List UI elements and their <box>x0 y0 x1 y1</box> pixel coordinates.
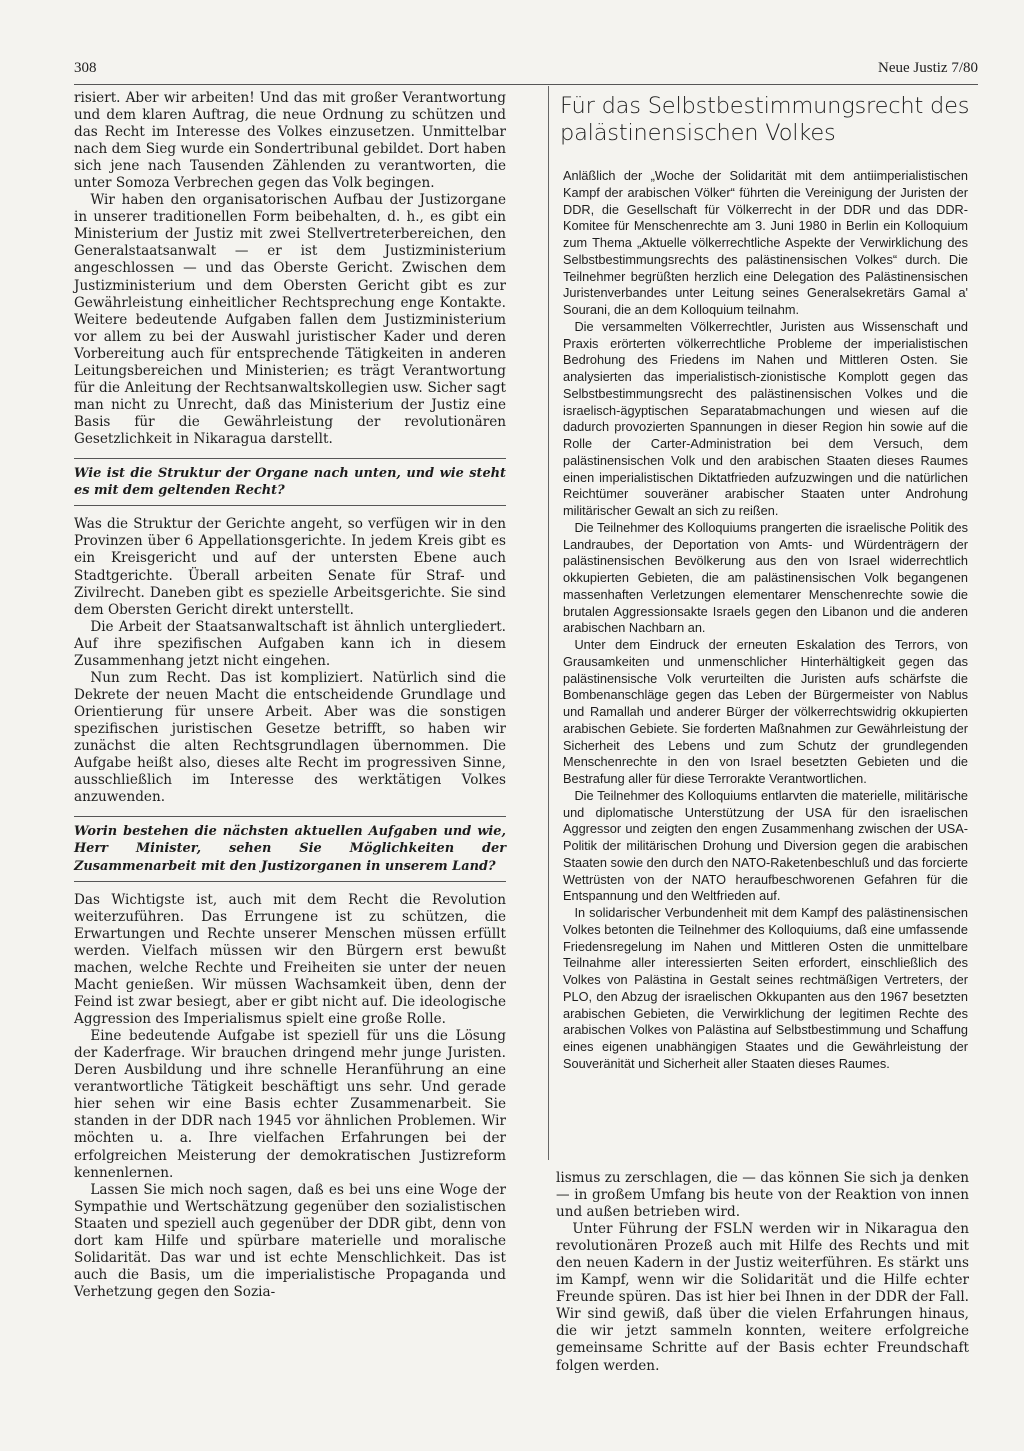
question-text: Wie ist die Struktur der Organe nach unten, und wie steht es mit dem geltenden Recht? <box>74 465 506 499</box>
paragraph: Das Wichtigste ist, auch mit dem Recht die Revolution weiterzuführen. Das Errungene ist zu schützen, die Erwartungen und Rechte unserer Menschen müssen erfüllt werden. Vielfach müssen wir den Bürgern erst bewußt machen, welche Rechte und Freiheiten sie unter der neuen Macht genießen. Wir müssen Wachsamkeit üben, denn der Feind ist zwar besiegt, aber er gibt nicht auf. Die ideologische Aggression des Imperialismus spielt eine große Rolle. <box>74 891 506 1028</box>
paragraph: Nun zum Recht. Das ist kompliziert. Natürlich sind die Dekrete der neuen Macht die entscheidende Grundlage und Orientierung für unsere Arbeit. Aber was die sonstigen spezifischen juristischen Gesetze betrifft, so haben wir zunächst die alten Rechtsgrundlagen übernommen. Die Aufgabe heißt also, dieses alte Recht im progressiven Sinne, ausschließlich im Interesse des werktätigen Volkes anzuwenden. <box>74 669 506 806</box>
interview-question <box>74 458 506 506</box>
paragraph: Was die Struktur der Gerichte angeht, so verfügen wir in den Provinzen über 6 Appellationsgerichte. In jedem Kreis gibt es ein Kreisgericht und auf der untersten Ebene auch Stadtgerichte. Überall arbeiten Senate für Straf- und Zivilrecht. Daneben gibt es spezielle Arbeitsgerichte. Sie sind dem Obersten Gericht direkt unterstellt. <box>74 516 506 618</box>
paragraph: Unter dem Eindruck der erneuten Eskalation des Terrors, von Grausamkeiten und unmenschlicher Hinterhältigkeit gegen das palästinensische Volk verurteilten die Juristen aufs schärfste die Bombenanschläge gegen das Leben der Bürgermeister von Nablus und Ramallah und anderer Bürger der völkerrechtswidrig okkupierten arabischen Gebiete. Sie forderten Maßnahmen zur Gewährleistung der Sicherheit des Lebens und zum Schutz der grundlegenden Menschenrechte in den von Israel besetzten Gebieten und die Bestrafung aller für diese Terrorakte Verantwortlichen. <box>563 637 968 786</box>
interview-continuation <box>556 1170 969 1375</box>
article-column <box>563 168 968 1073</box>
paragraph: Unter Führung der FSLN werden wir in Nikaragua den revolutionären Prozeß auch mit Hilfe des Rechts und mit den neuen Kadern in der Justiz weiterführen. Es stärkt uns im Kampf, wenn wir die Solidarität und die Hilfe echter Freunde spüren. Das ist hier bei Ihnen in der DDR der Fall. Wir sind gewiß, daß über die vielen Erfahrungen hinaus, die wir jetzt sammeln konnten, weitere erfolgreiche gemeinsame Schritte auf der Basis echter Freundschaft folgen werden. <box>556 1221 969 1374</box>
journal-issue: Neue Justiz 7/80 <box>878 60 978 76</box>
paragraph: Wir haben den organisatorischen Aufbau der Justizorgane in unserer traditionellen Form beibehalten, d. h., es gibt ein Ministerium der Justiz mit zwei Stellvertreterbereichen, den Generalstaatsanwalt — er ist dem Justizministerium angeschlossen — und das Oberste Gericht. Zwischen dem Justizministerium und dem Obersten Gericht gibt es zur Gewährleistung einheitlicher Rechtsprechung enge Kontakte. Weitere bedeutende Aufgaben fallen dem Justizministerium vor allem zu bei der Auswahl juristischer Kader und deren Vorbereitung auch für entsprechende Tätigkeiten in anderen Leitungsbereichen und Ministerien; es trägt Verantwortung für die Anleitung der Rechtsanwaltskollegien usw. Sicher sagt man nicht zu Unrecht, daß das Ministerium der Justiz eine Basis für die Gewährleistung der revolutionären Gesetzlichkeit in Nikaragua darstellt. <box>74 192 506 447</box>
question-text: Worin bestehen die nächsten aktuellen Aufgaben und wie, Herr Minister, sehen Sie Möglichkeiten der Zusammenarbeit mit den Justizorganen in unserem Land? <box>74 824 506 874</box>
paragraph: Die Arbeit der Staatsanwaltschaft ist ähnlich untergliedert. Auf ihre spezifischen Aufgaben kann ich in diesem Zusammenhang jetzt nicht eingehen. <box>74 618 506 669</box>
paragraph: Eine bedeutende Aufgabe ist speziell für uns die Lösung der Kaderfrage. Wir brauchen dringend mehr junge Juristen. Deren Ausbildung und ihre schnelle Heranführung an eine verantwortliche Tätigkeit beschäftigt uns sehr. Und gerade hier sehen wir eine Basis echter Zusammenarbeit. Sie standen in der DDR nach 1945 vor ähnlichen Problemen. Wir möchten u. a. Ihre vielfachen Erfahrungen bei der erfolgreichen Meisterung der demokratischen Justizreform kennenlernen. <box>74 1028 506 1181</box>
paragraph: Anläßlich der „Woche der Solidarität mit dem antiimperialistischen Kampf der arabischen Völker“ führten die Vereinigung der Juristen der DDR, die Gesellschaft für Völkerrecht in der DDR und das DDR-Komitee für Menschenrechte am 3. Juni 1980 in Berlin ein Kolloquium zum Thema „Aktuelle völkerrechtliche Aspekte der Verwirklichung des Selbstbestimmungsrechts des palästinensischen Volkes“ durch. Die Teilnehmer begrüßten herzlich eine Delegation des Palästinensischen Juristenverbandes unter Leitung seines Generalsekretärs Gamal a' Sourani, die an dem Kolloquium teilnahm. <box>563 168 968 317</box>
paragraph: In solidarischer Verbundenheit mit dem Kampf des palästinensischen Volkes betonten die Teilnehmer des Kolloquiums, daß eine umfassende Friedensregelung im Nahen und Mittleren Osten die unmittelbare Teilnahme aller interessierten Seiten erfordert, einschließlich des Volkes von Palästina in Gestalt seines rechtmäßigen Vertreters, der PLO, den Abzug der israelischen Okkupanten aus den 1967 besetzten arabischen Gebieten, die Verwirklichung der legitimen Rechte des arabischen Volkes von Palästina auf Selbstbestimmung und Schaffung eines eigenen unabhängigen Staates und die Gewährleistung der Souveränität und Sicherheit aller Staaten dieses Raumes. <box>563 905 968 1071</box>
paragraph: Die Teilnehmer des Kolloquiums prangerten die israelische Politik des Landraubes, der Deportation von Amts- und Würdenträgern der palästinensischen Bevölkerung aus den von Israel widerrechtlich okkupierten Gebieten, die am palästinensischen Volk begangenen massenhaften Verletzungen elementarer Menschenrechte sowie die brutalen Aggressionsakte Israels gegen den Libanon und die anderen arabischen Nachbarn an. <box>563 519 968 636</box>
paragraph: lismus zu zerschlagen, die — das können Sie sich ja denken — in großem Umfang bis heute von der Reaktion von innen und außen betrieben wird. <box>556 1170 969 1221</box>
paragraph: Lassen Sie mich noch sagen, daß es bei uns eine Woge der Sympathie und Wertschätzung gegenüber den sozialistischen Staaten und speziell auch gegenüber der DDR gibt, denn von dort kam Hilfe und spürbare materielle und moralische Solidarität. Das war und ist echte Menschlichkeit. Das ist auch die Basis, um die imperialistische Propaganda und Verhetzung gegen den Sozia- <box>74 1181 506 1300</box>
page-number: 308 <box>74 60 97 76</box>
interview-column <box>74 90 506 1301</box>
paragraph: risiert. Aber wir arbeiten! Und das mit großer Verantwortung und dem klaren Auftrag, die neue Ordnung zu schützen und das Recht im Interesse des Volkes einzusetzen. Unmittelbar nach dem Sieg wurde ein Sondertribunal gebildet. Dort haben sich jene nach Tausenden Zählenden zu verantworten, die unter Somoza Verbrechen gegen das Volk begingen. <box>74 90 506 192</box>
interview-question <box>74 816 506 882</box>
article-title: Für das Selbstbestimmungsrecht des palästinensischen Volkes <box>560 93 970 146</box>
paragraph: Die Teilnehmer des Kolloquiums entlarvten die materielle, militärische und diplomatische Unterstützung der USA für den israelischen Aggressor und zeigten den engen Zusammenhang zwischen der USA-Politik der militärischen Drohung und Diversion gegen die arabischen Staaten sowie den durch den NATO-Raketenbeschluß und das forcierte Wettrüsten von der NATO heraufbeschworenen Gefahren für die Entspannung und den Weltfrieden auf. <box>563 787 968 904</box>
page-header <box>74 60 978 85</box>
paragraph: Die versammelten Völkerrechtler, Juristen aus Wissenschaft und Praxis erörterten völkerrechtliche Probleme der imperialistischen Bedrohung des Friedens im Nahen und Mittleren Osten. Sie analysierten das imperialistisch-zionistische Komplott gegen das Selbstbestimmungsrecht des palästinensischen Volkes und die israelisch-ägyptischen Separatabmachungen und wiesen auf die dadurch provozierten Spannungen in dieser Region hin sowie auf die Rolle der Carter-Administration bei dem Versuch, dem palästinensischen Volk und den arabischen Staaten dieses Raumes einen imperialistischen Diktatfrieden aufzuzwingen und die natürlichen Reichtümer souveräner arabischer Staaten unter Androhung militärischer Gewalt an sich zu reißen. <box>563 318 968 518</box>
column-divider <box>548 86 549 1160</box>
